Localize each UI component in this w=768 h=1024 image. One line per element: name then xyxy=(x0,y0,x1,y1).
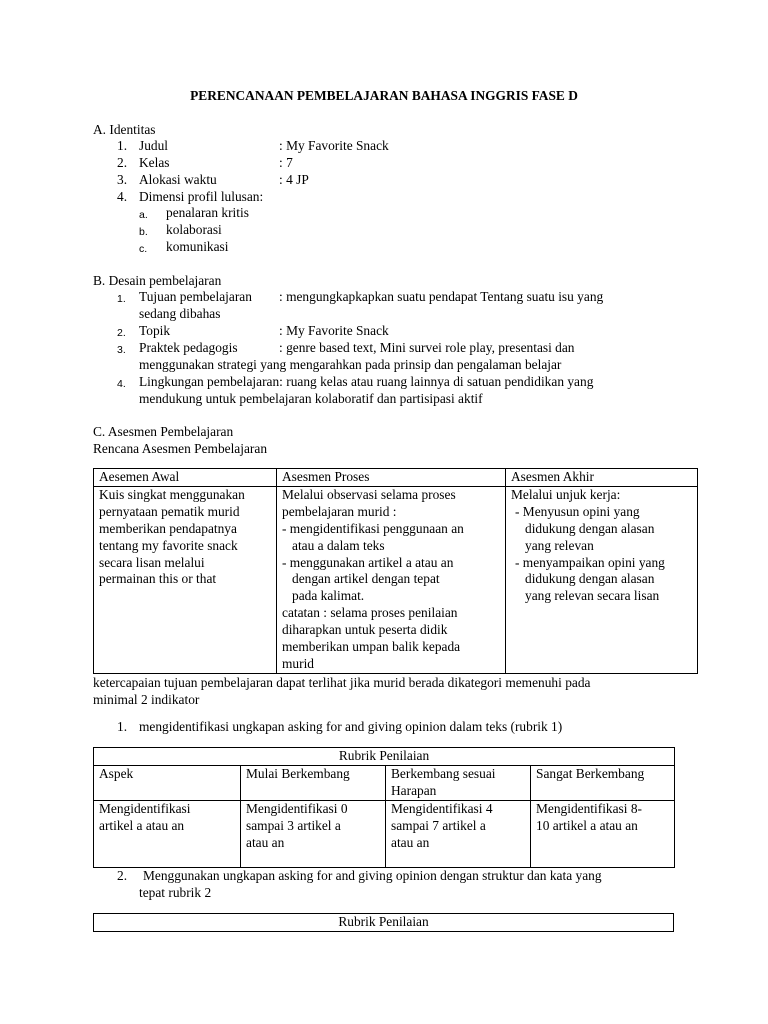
table-header: Asesmen Proses xyxy=(277,469,506,487)
section-b-item-cont: menggunakan strategi yang mengarahkan pada prinsip dan pengalaman belajar xyxy=(139,357,562,372)
subitem-letter: c. xyxy=(139,243,148,255)
rubric-header: Mulai Berkembang xyxy=(241,765,386,800)
cell-line: artikel a atau an xyxy=(99,817,185,833)
cell-line: Mengidentifikasi 0 xyxy=(246,800,348,816)
cell-line: memberikan pendapatnya xyxy=(99,520,237,536)
rubric-header: Aspek xyxy=(94,765,241,800)
cell-line: Kuis singkat menggunakan xyxy=(99,486,245,502)
cell-line: Mengidentifikasi xyxy=(99,800,191,816)
cell-line: Mengidentifikasi 8- xyxy=(536,800,642,816)
cell-line: - mengidentifikasi penggunaan an xyxy=(282,520,464,536)
rubric-header: Sangat Berkembang xyxy=(531,765,675,800)
section-b-item-num: 3. xyxy=(117,344,126,356)
cell-line: Mengidentifikasi 4 xyxy=(391,800,493,816)
section-a-item-value: : My Favorite Snack xyxy=(279,138,389,153)
cell-line: tentang my favorite snack xyxy=(99,537,238,553)
subitem-text: penalaran kritis xyxy=(166,205,249,220)
indicator-num: 2. xyxy=(117,868,128,883)
rubric-table-2 xyxy=(93,913,674,932)
cell-line: secara lisan melalui xyxy=(99,554,205,570)
rubric-cell xyxy=(94,800,241,867)
section-b-item-num: 2. xyxy=(117,327,126,339)
table-cell-proses xyxy=(277,486,506,673)
section-a-item-num: 1. xyxy=(117,138,128,153)
assessment-table xyxy=(93,468,698,674)
table-header: Asesmen Akhir xyxy=(506,469,698,487)
section-b-item-num: 1. xyxy=(117,293,126,305)
achievement-note: minimal 2 indikator xyxy=(93,692,200,707)
cell-line: atau an xyxy=(246,834,285,850)
section-b-item-cont: sedang dibahas xyxy=(139,306,221,321)
section-b-item-value: : My Favorite Snack xyxy=(279,323,389,338)
section-c-subheading: Rencana Asesmen Pembelajaran xyxy=(93,441,268,456)
cell-line: yang relevan secara lisan xyxy=(525,588,660,604)
section-a-item-value: : 4 JP xyxy=(279,172,309,187)
cell-line: Melalui observasi selama proses xyxy=(282,486,456,502)
achievement-note: ketercapaian tujuan pembelajaran dapat terlihat jika murid berada dikategori memenuhi pada xyxy=(93,675,591,690)
section-b-item-value: : mengungkapkapkan suatu pendapat Tentang suatu isu yang xyxy=(279,289,604,304)
section-b-item-label: Tujuan pembelajaran xyxy=(139,289,252,304)
rubric-cell xyxy=(386,800,531,867)
section-a-item-value: : 7 xyxy=(279,155,293,170)
page-title: PERENCANAAN PEMBELAJARAN BAHASA INGGRIS FASE D xyxy=(190,88,578,103)
section-a-item-label: Kelas xyxy=(139,155,170,170)
cell-line: didukung dengan alasan xyxy=(525,571,655,587)
rubric-cell xyxy=(531,800,675,867)
cell-line: catatan : selama proses penilaian xyxy=(282,605,458,621)
cell-line: memberikan umpan balik kepada xyxy=(282,639,461,655)
subitem-text: kolaborasi xyxy=(166,222,222,237)
table-cell-awal xyxy=(94,486,277,673)
cell-line: Melalui unjuk kerja: xyxy=(511,486,621,502)
cell-line: dengan artikel dengan tepat xyxy=(292,571,440,587)
cell-line: pernyataan pematik murid xyxy=(99,503,240,519)
indicator-num: 1. xyxy=(117,719,128,734)
section-a-item-num: 4. xyxy=(117,189,128,204)
section-b-item-label: Praktek pedagogis xyxy=(139,340,238,355)
subitem-letter: a. xyxy=(139,209,148,221)
cell-line: pada kalimat. xyxy=(292,588,365,604)
indicator-text: mengidentifikasi ungkapan asking for and giving opinion dalam teks (rubrik 1) xyxy=(139,719,563,734)
section-b-item-label: Lingkungan pembelajaran: ruang kelas atau ruang lainnya di satuan pendidikan yang xyxy=(139,374,594,389)
subitem-text: komunikasi xyxy=(166,239,229,254)
cell-line: sampai 7 artikel a xyxy=(391,817,486,833)
section-a-item-num: 2. xyxy=(117,155,128,170)
rubric-title: Rubrik Penilaian xyxy=(94,748,675,766)
cell-line: - menggunakan artikel a atau an xyxy=(282,554,454,570)
section-b-item-label: Topik xyxy=(139,323,171,338)
section-a-item-label: Judul xyxy=(139,138,169,153)
cell-line: sampai 3 artikel a xyxy=(246,817,341,833)
table-header: Aesemen Awal xyxy=(94,469,277,487)
section-a-item-label: Alokasi waktu xyxy=(139,172,217,187)
cell-line: didukung dengan alasan xyxy=(525,520,655,536)
cell-line: permainan this or that xyxy=(99,571,217,587)
cell-line: murid xyxy=(282,655,314,671)
cell-line: - menyampaikan opini yang xyxy=(515,554,665,570)
rubric-header xyxy=(386,765,531,800)
section-c-heading: C. Asesmen Pembelajaran xyxy=(93,424,234,439)
cell-line: Berkembang sesuai xyxy=(391,765,496,781)
cell-line: pembelajaran murid : xyxy=(282,503,397,519)
rubric-table-1 xyxy=(93,747,675,868)
cell-line: atau a dalam teks xyxy=(292,537,385,553)
cell-line: - Menyusun opini yang xyxy=(515,503,640,519)
section-a-heading: A. Identitas xyxy=(93,122,156,137)
cell-line: diharapkan untuk peserta didik xyxy=(282,622,448,638)
section-b-heading: B. Desain pembelajaran xyxy=(93,273,222,288)
section-b-item-num: 4. xyxy=(117,378,126,390)
cell-line: yang relevan xyxy=(525,537,594,553)
subitem-letter: b. xyxy=(139,226,148,238)
section-b-item-cont: mendukung untuk pembelajaran kolaboratif dan partisipasi aktif xyxy=(139,391,483,406)
rubric-cell xyxy=(241,800,386,867)
cell-line: Harapan xyxy=(391,782,437,798)
rubric-title: Rubrik Penilaian xyxy=(94,914,674,932)
section-a-item-label: Dimensi profil lulusan: xyxy=(139,189,264,204)
section-b-item-value: : genre based text, Mini survei role play, presentasi dan xyxy=(279,340,575,355)
section-a-item-num: 3. xyxy=(117,172,128,187)
cell-line: 10 artikel a atau an xyxy=(536,817,638,833)
indicator-text: Menggunakan ungkapan asking for and giving opinion dengan struktur dan kata yang xyxy=(143,868,602,883)
indicator-text: tepat rubrik 2 xyxy=(139,885,212,900)
table-cell-akhir xyxy=(506,486,698,673)
cell-line: atau an xyxy=(391,834,430,850)
